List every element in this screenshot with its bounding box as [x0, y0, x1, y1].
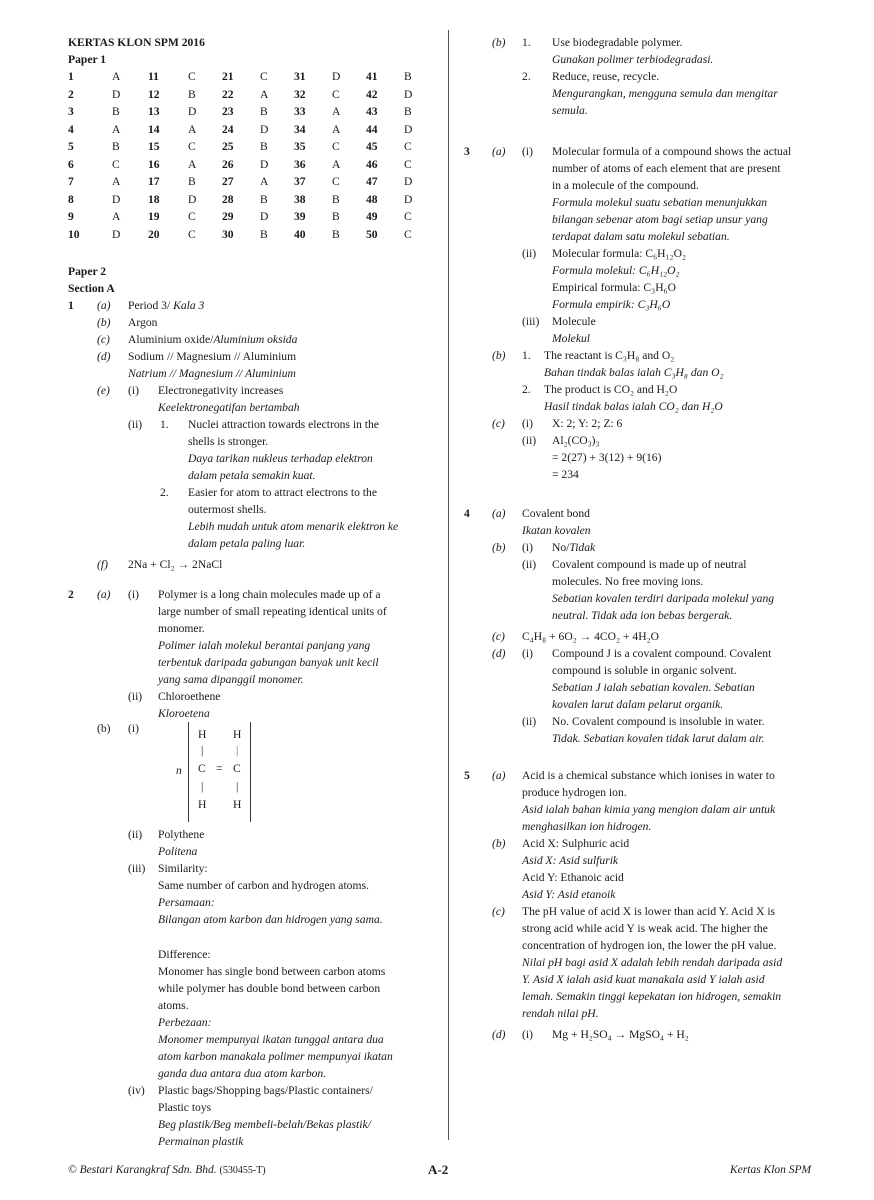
question-number: 23: [222, 105, 234, 118]
question-number: 37: [294, 175, 306, 188]
question-number: 8: [68, 192, 74, 206]
question-number: 36: [294, 157, 306, 171]
answer-letter: C: [332, 175, 340, 188]
q1-equation: 2Na + Cl₂ → 2NaCl: [128, 558, 223, 571]
answer-letter: C: [188, 210, 196, 223]
question-number: 45: [366, 140, 378, 153]
footer-copyright: © Bestari Karangkraf Sdn. Bhd. (530455-T): [68, 1164, 266, 1176]
answer-letter: C: [188, 140, 196, 153]
answer-letter: B: [260, 105, 268, 118]
question-number: 22: [222, 87, 234, 101]
question-number: 17: [148, 175, 160, 188]
question-number: 21: [222, 70, 234, 83]
question-number: 1: [68, 70, 74, 83]
question-number: 38: [294, 192, 306, 206]
right-column: (b) 1. Use biodegradable polymer. Gunakan polimer terbiodegradasi. 2. Reduce, reuse, recycle. Mengurangkan, mengguna semula dan mengitar semula. 3 (a) (i) Molecular formula of a compound shows the actual number of atoms of each element that are present in a molecule of the compound. Formula molekul suatu sebatian menunjukkan bilangan sebenar atom bagi setiap unsur yang terdapat dalam satu molekul sebatian. (ii) Molecular formula: C₆H₁₂O₂ Formula molekul: C₆H₁₂O₂ Empirical formula: C₃H₆O Formula empirik: C₃H₆O (iii) Molecule Molekul (b) 1. The reactant is C₃H₈ and O₂ Bahan tindak balas ialah C₃H₈ dan O₂ 2. The product is CO₂ and H₂O Hasil tindak balas ialah CO₂ dan H₂O (c) (i) X: 2; Y: 2; Z: 6 (ii) Al₂(CO₃)₃ = 2(27) + 3(12) + 9(16) = 234 4 (a) Covalent bond Ikatan kovalen (b) (i) No/Tidak (ii) Covalent compound is made up of neutral molecules. No free moving ions. Sebatian kovalen terdiri daripada molekul yang neutral. Tidak ada ion bebas bergerak. (c) C₄H₈ + 6O₂ → 4CO₂ + 4H₂O (d) (i) Compound J is a covalent compound. Covalent compound is soluble in organic solvent. Sebatian J ialah sebatian kovalen. Sebatian kovalen larut dalam pelarut organik. (ii) No. Covalent compound is insoluble in water. Tidak. Sebatian kovalen tidak larut dalam air. 5 (a) Acid is a chemical substance which ionises in water to produce hydrogen ion. Asid ialah bahan kimia yang mengion dalam air untuk menghasilkan ion hidrogen. (b) Acid X: Sulphuric acid Asid X: Asid sulfurik Acid Y: Ethanoic acid Asid Y: Asid etanoik (c) The pH value of acid X is lower than acid Y. Acid X is strong acid while acid Y is weak acid. The higher the concentration of hydrogen ion, the lower the pH value. Nilai pH bagi asid X adalah lebih rendah daripada asid Y. Asid X ialah asid kuat manakala asid Y ialah asid lemah. Semakin tinggi kepekatan ion hidrogen, semakin rendah nilai pH. (d) (i) Mg + H₂SO₄ → MgSO₄ + H₂: [464, 36, 792, 1041]
answer-letter: D: [188, 105, 197, 118]
answer-letter: C: [404, 140, 412, 153]
answer-letter: C: [188, 227, 196, 241]
question-number: 35: [294, 140, 306, 153]
question-number: 26: [222, 157, 234, 171]
answer-letter: B: [404, 70, 412, 83]
question-number: 10: [68, 227, 80, 241]
question-number: 19: [148, 210, 160, 223]
answer-letter: B: [112, 105, 120, 118]
question-number: 30: [222, 227, 234, 241]
question-number: 4: [68, 122, 74, 136]
answer-letter: B: [260, 227, 268, 241]
q4-equation: C₄H₈ + 6O₂ → 4CO₂ + 4H₂O: [522, 630, 659, 643]
answer-letter: A: [112, 175, 121, 188]
section-heading: Section A: [68, 282, 115, 295]
question-number: 34: [294, 122, 306, 136]
question-number: 31: [294, 70, 306, 83]
question-number: 9: [68, 210, 74, 223]
q2-number: 2: [68, 588, 74, 601]
q1-a: 1 (a) Period 3/ Kala 3: [68, 299, 205, 312]
question-number: 28: [222, 192, 234, 206]
q1-number: 1: [68, 299, 74, 312]
answer-letter: D: [260, 122, 269, 136]
answer-letter: A: [188, 122, 197, 136]
question-number: 49: [366, 210, 378, 223]
answer-letter: B: [188, 87, 196, 101]
answer-letter: A: [332, 157, 341, 171]
answer-letter: A: [112, 122, 121, 136]
answer-letter: D: [332, 70, 341, 83]
answer-letter: B: [260, 192, 268, 206]
answer-letter: A: [260, 87, 269, 101]
left-bracket: [188, 722, 189, 822]
question-number: 27: [222, 175, 234, 188]
answer-letter: B: [112, 140, 120, 153]
question-number: 29: [222, 210, 234, 223]
answer-letter: D: [188, 192, 197, 206]
answer-letter: D: [404, 122, 413, 136]
answer-letter: B: [260, 140, 268, 153]
question-number: 42: [366, 87, 378, 101]
right-bracket: [250, 722, 251, 822]
question-number: 24: [222, 122, 234, 136]
answer-letter: C: [332, 140, 340, 153]
question-number: 14: [148, 122, 160, 136]
question-number: 18: [148, 192, 160, 206]
q3-number: 3: [464, 145, 470, 158]
answer-letter: C: [404, 210, 412, 223]
question-number: 3: [68, 105, 74, 118]
paper1-heading: Paper 1: [68, 53, 107, 66]
answer-letter: D: [112, 192, 121, 206]
answer-letter: D: [260, 157, 269, 171]
q4-number: 4: [464, 507, 470, 520]
answer-letter: B: [332, 210, 340, 223]
question-number: 48: [366, 192, 378, 206]
answer-letter: B: [332, 192, 340, 206]
answer-letter: C: [332, 87, 340, 101]
question-number: 47: [366, 175, 378, 188]
answer-letter: A: [332, 122, 341, 136]
question-number: 2: [68, 87, 74, 101]
answer-letter: A: [188, 157, 197, 171]
question-number: 32: [294, 87, 306, 101]
document-title: KERTAS KLON SPM 2016: [68, 36, 205, 49]
question-number: 41: [366, 70, 378, 83]
monomer-structure: (b) (i) n H H | | C = C | | H H: [68, 722, 440, 826]
answer-letter: D: [404, 175, 413, 188]
answer-letter: A: [112, 70, 121, 83]
answer-letter: D: [404, 87, 413, 101]
paper2-heading: Paper 2: [68, 265, 107, 278]
answer-letter: C: [260, 70, 268, 83]
answer-letter: C: [404, 157, 412, 171]
question-number: 5: [68, 140, 74, 153]
answer-letter: C: [188, 70, 196, 83]
question-number: 43: [366, 105, 378, 118]
question-number: 12: [148, 87, 160, 101]
paper1-answer-grid: [68, 68, 440, 243]
column-divider: [448, 30, 449, 1140]
answer-letter: D: [112, 227, 121, 241]
question-number: 33: [294, 105, 306, 118]
answer-letter: B: [332, 227, 340, 241]
question-number: 25: [222, 140, 234, 153]
question-number: 39: [294, 210, 306, 223]
question-number: 16: [148, 157, 160, 171]
answer-letter: A: [260, 175, 269, 188]
left-column: KERTAS KLON SPM 2016 Paper 1 1 A 11 C 21 C 31 D 41 B 2 D 12 B 22 A 32 C 42 D 3 B 13 D 23 B 33 A 43 B 4 A 14 A 24 D 34 A 44 D 5 B 15 C 25 B 35 C 45 C 6 C 16 A 26 D 36 A 46 C 7 A 17 B 27 A 37 C 47 D 8 D 18 D 28 B 38 B 48 D 9 A 19 C 29 D 39 B 49 C 10 D 20 C 30 B 40 B 50 C Paper 2 Section A 1 (a) Period 3/ Kala 3 (b) Argon (c) Aluminium oxide/Aluminium oksida (d) Sodium // Magnesium // Aluminium Natrium // Magnesium // Aluminium (e) (i) Electronegativity increases Keelektronegatifan bertambah (ii) 1. Nuclei attraction towards electrons in the shells is stronger. Daya tarikan nukleus terhadap elektron dalam petala semakin kuat. 2. Easier for atom to attract electrons to the outermost shells. Lebih mudah untuk atom menarik elektron ke dalam petala paling luar. (f) 2Na + Cl₂ → 2NaCl 2 (a) (i) Polymer is a long chain molecules made up of a large number of small repeating identical units of monomer. Polimer ialah molekul berantai panjang yang terbentuk daripada gabungan banyak unit kecil yang sama dipanggil monomer. (ii) Chloroethene Kloroetena (b) (i) n H H | | C = C | | H H (ii) Polythene Politena (iii) Similarity: Same number of carbon and hydrogen atoms. Persamaan: Bilangan atom karbon dan hidrogen yang sama. Difference: Monomer has single bond between carbon atoms while polymer has double bond between carbon atoms. Perbezaan: Monomer mempunyai ikatan tunggal antara dua atom karbon manakala polimer mempunyai ikatan ganda dua antara dua atom karbon. (iv) Plastic bags/Shopping bags/Plastic containers/ Plastic toys Beg plastik/Beg membeli-belah/Bekas plastik/ Permainan plastik: [68, 34, 440, 1150]
footer-title: Kertas Klon SPM: [730, 1164, 812, 1176]
question-number: 11: [148, 70, 159, 83]
question-number: 7: [68, 175, 74, 188]
answer-letter: D: [260, 210, 269, 223]
question-number: 15: [148, 140, 160, 153]
answer-letter: D: [112, 87, 121, 101]
answer-letter: B: [188, 175, 196, 188]
answer-letter: A: [112, 210, 121, 223]
question-number: 50: [366, 227, 378, 241]
answer-letter: A: [332, 105, 341, 118]
question-number: 20: [148, 227, 160, 241]
q5-equation: Mg + H₂SO₄ → MgSO₄ + H₂: [552, 1028, 689, 1041]
answer-letter: C: [112, 157, 120, 171]
answer-letter: B: [404, 105, 412, 118]
page-number: A-2: [428, 1162, 449, 1177]
q5-number: 5: [464, 769, 470, 782]
question-number: 46: [366, 157, 378, 171]
question-number: 44: [366, 122, 378, 136]
question-number: 13: [148, 105, 160, 118]
question-number: 6: [68, 157, 74, 171]
question-number: 40: [294, 227, 306, 241]
answer-letter: D: [404, 192, 413, 206]
answer-letter: C: [404, 227, 412, 241]
